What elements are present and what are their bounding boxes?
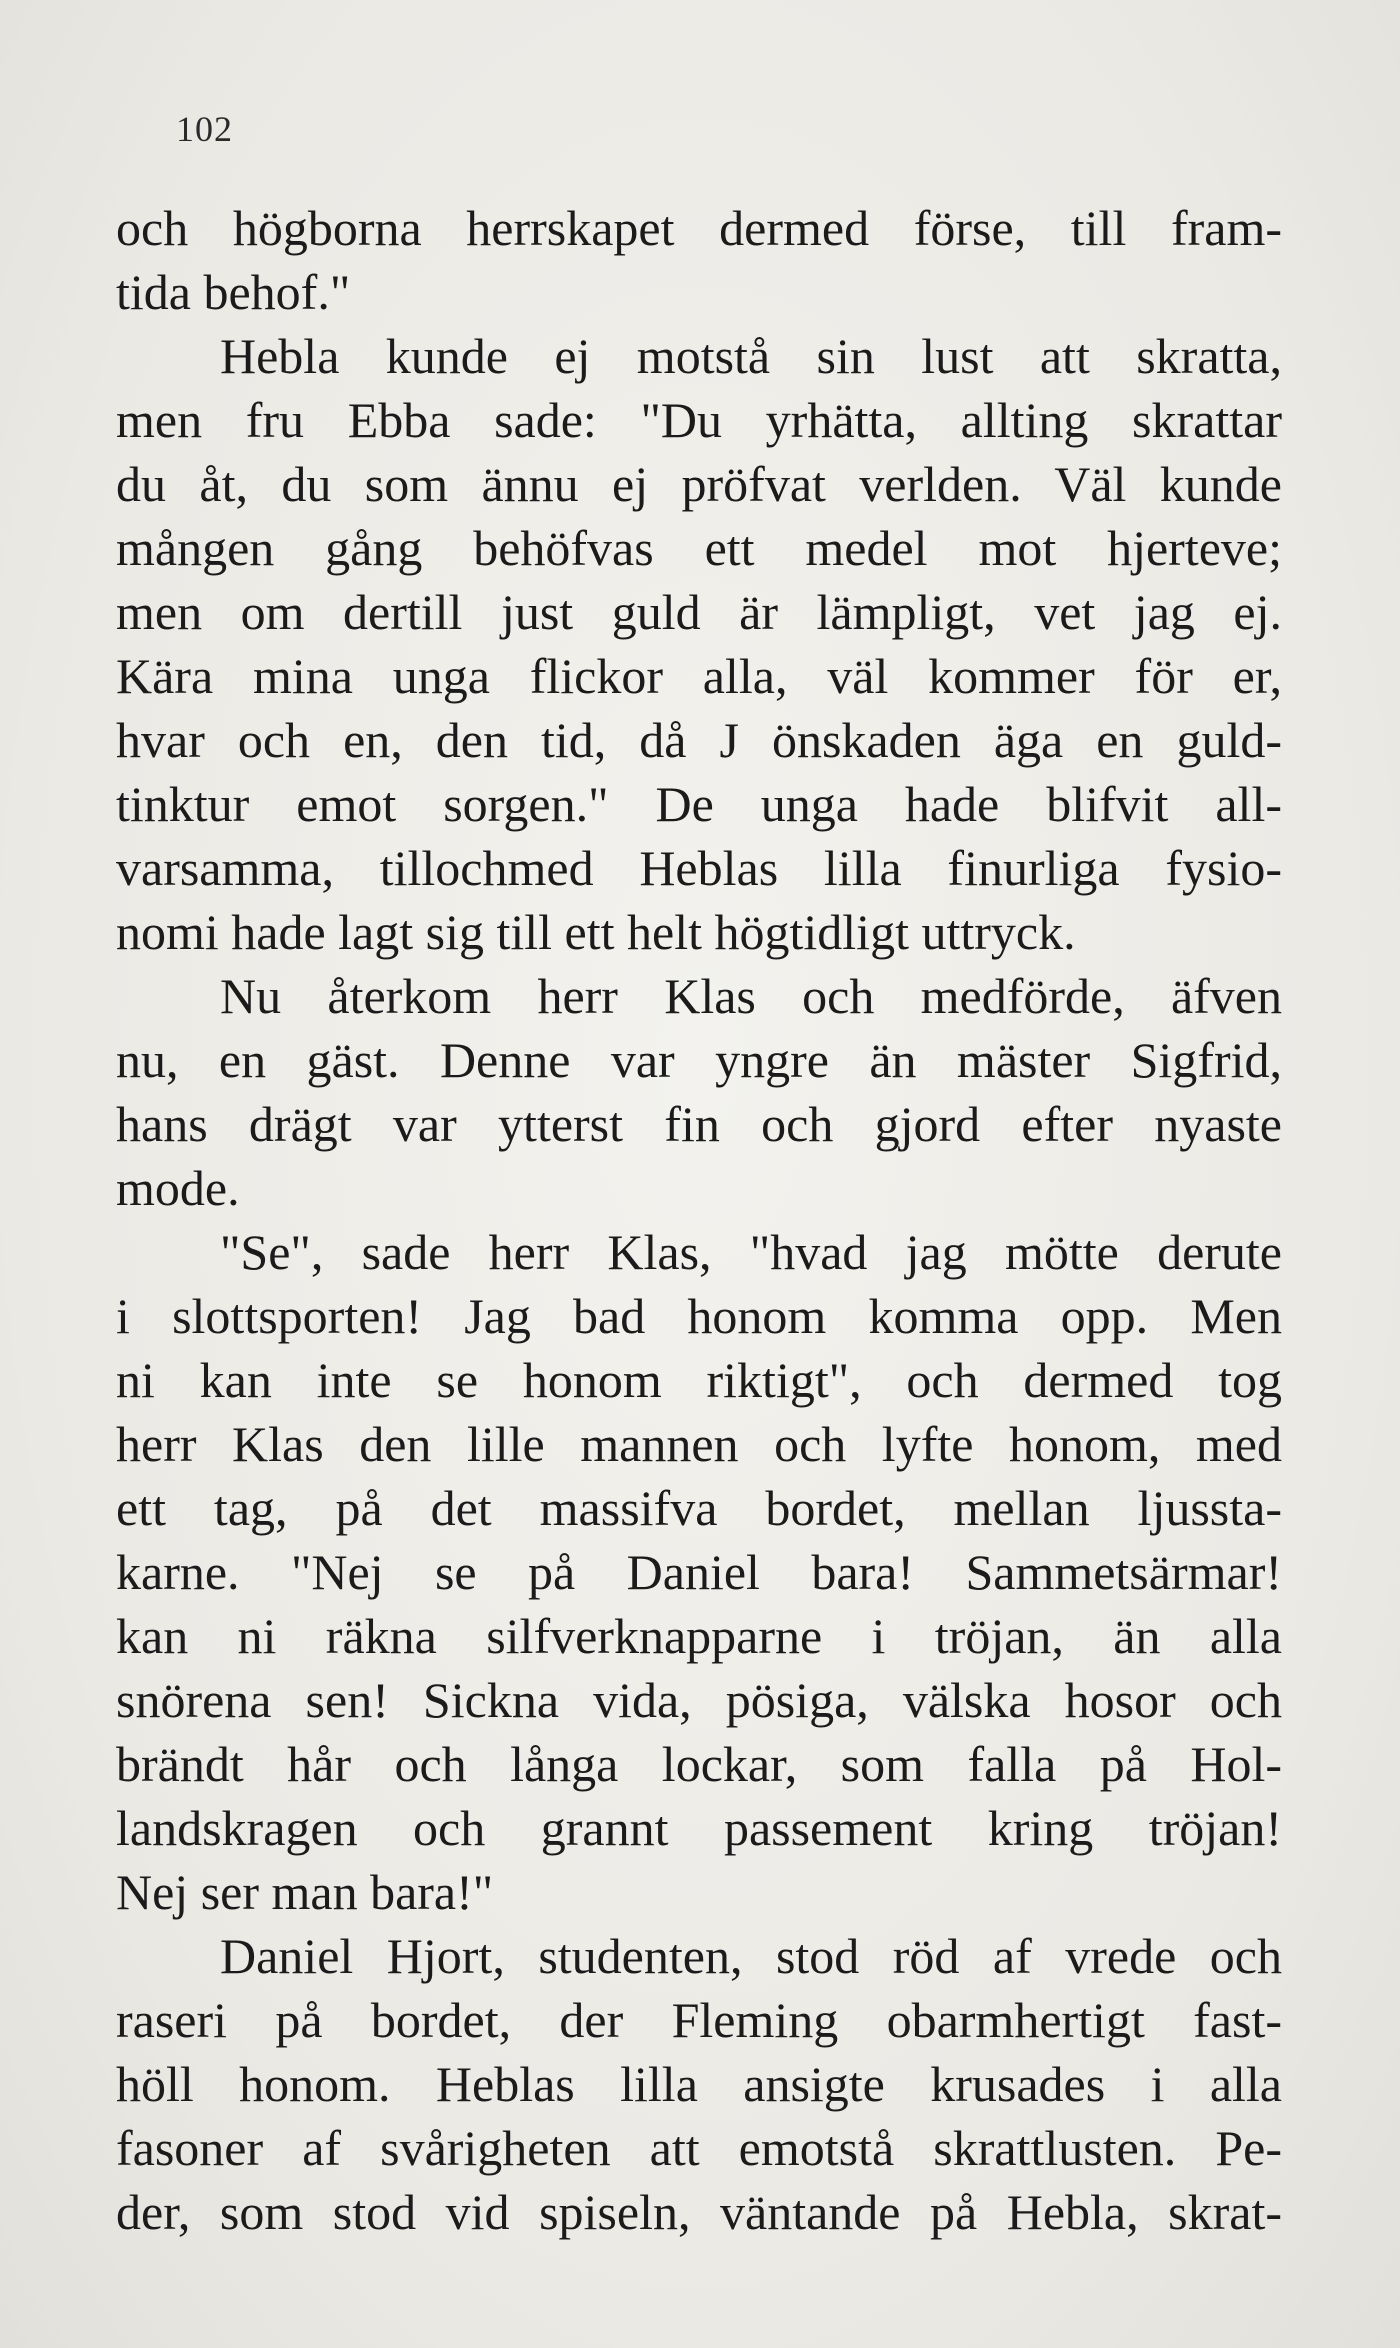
text-line: varsamma, tillochmed Heblas lilla finurliga fysio- (116, 840, 1282, 896)
text-line: brändt hår och långa lockar, som falla på Hol- (116, 1736, 1282, 1792)
text-line: ni kan inte se honom riktigt", och dermed tog (116, 1352, 1282, 1408)
text-line: fasoner af svårigheten att emotstå skrattlusten. Pe- (116, 2120, 1282, 2176)
text-line: kan ni räkna silfverknapparne i tröjan, än alla (116, 1608, 1282, 1664)
text-line: nu, en gäst. Denne var yngre än mäster Sigfrid, (116, 1032, 1282, 1088)
text-line: och högborna herrskapet dermed förse, till fram- (116, 200, 1282, 256)
text-line: karne. "Nej se på Daniel bara! Sammetsärmar! (116, 1544, 1282, 1600)
text-line: i slottsporten! Jag bad honom komma opp. Men (116, 1288, 1282, 1344)
text-line: höll honom. Heblas lilla ansigte krusades i alla (116, 2056, 1282, 2112)
text-line: "Se", sade herr Klas, "hvad jag mötte derute (220, 1224, 1282, 1280)
text-line: mången gång behöfvas ett medel mot hjerteve; (116, 520, 1282, 576)
text-line: du åt, du som ännu ej pröfvat verlden. Väl kunde (116, 456, 1282, 512)
text-line: herr Klas den lille mannen och lyfte honom, med (116, 1416, 1282, 1472)
text-line: Nu återkom herr Klas och medförde, äfven (220, 968, 1282, 1024)
text-line: hvar och en, den tid, då J önskaden äga en guld- (116, 712, 1282, 768)
text-line: Nej ser man bara!" (116, 1864, 494, 1920)
text-line: tida behof." (116, 264, 351, 320)
text-line: men om dertill just guld är lämpligt, vet jag ej. (116, 584, 1282, 640)
body-text (116, 196, 1282, 2244)
text-line: Hebla kunde ej motstå sin lust att skratta, (220, 328, 1282, 384)
text-line: der, som stod vid spiseln, väntande på Hebla, skrat- (116, 2184, 1282, 2240)
text-line: mode. (116, 1160, 240, 1216)
text-line: hans drägt var ytterst fin och gjord efter nyaste (116, 1096, 1282, 1152)
text-line: snörena sen! Sickna vida, pösiga, välska hosor och (116, 1672, 1282, 1728)
text-line: Kära mina unga flickor alla, väl kommer för er, (116, 648, 1282, 704)
text-line: landskragen och grannt passement kring tröjan! (116, 1800, 1282, 1856)
text-line: nomi hade lagt sig till ett helt högtidligt uttryck. (116, 904, 1076, 960)
page-number: 102 (176, 109, 233, 149)
text-line: men fru Ebba sade: "Du yrhätta, allting skrattar (116, 392, 1282, 448)
text-line: ett tag, på det massifva bordet, mellan ljussta- (116, 1480, 1282, 1536)
text-line: tinktur emot sorgen." De unga hade blifvit all- (116, 776, 1282, 832)
text-line: Daniel Hjort, studenten, stod röd af vrede och (220, 1928, 1282, 1984)
text-line: raseri på bordet, der Fleming obarmhertigt fast- (116, 1992, 1282, 2048)
